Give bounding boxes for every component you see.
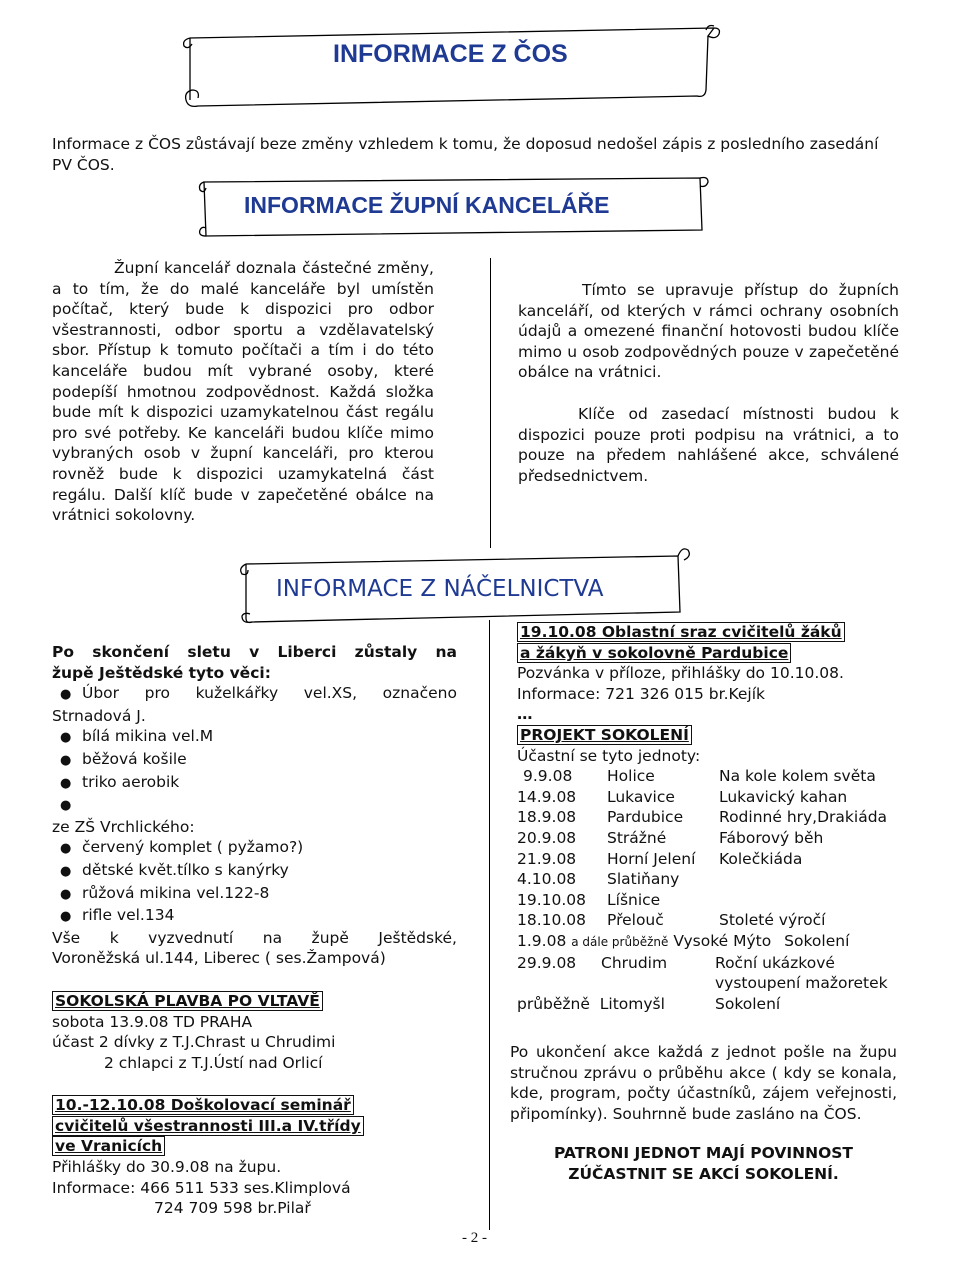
list-item <box>52 749 457 772</box>
plavba-title: SOKOLSKÁ PLAVBA PO VLTAVĚ <box>52 991 323 1011</box>
list-item <box>52 683 457 706</box>
table-row <box>517 910 887 931</box>
table-row <box>517 931 912 953</box>
schedule-place: Lukavice <box>607 787 675 806</box>
list-item <box>52 883 457 906</box>
seminar-title-1: 10.-12.10.08 Doškolovací seminář <box>52 1095 354 1115</box>
pickup-1: Vše k vyzvednutí na župě Ještědské, <box>52 928 457 947</box>
schedule-event <box>719 890 887 911</box>
schedule-event: Na kole kolem světa <box>719 767 876 786</box>
schedule-place: Vysoké Mýto <box>673 931 772 950</box>
patroni-1: PATRONI JEDNOT MAJÍ POVINNOST <box>554 1144 853 1162</box>
schedule-event <box>719 869 887 890</box>
pickup-2: Voroněžská ul.144, Liberec ( ses.Žampová) <box>52 949 386 968</box>
bullet-icon: ● <box>60 841 72 857</box>
schedule-date: 19.10.08 <box>517 890 587 909</box>
bullet-icon: ● <box>60 909 72 925</box>
schedule-place: Chrudim <box>601 953 668 972</box>
schedule-place: Horní Jelení <box>607 849 696 868</box>
schedule-event: Sokolení <box>715 994 781 1013</box>
item-text: růžová mikina vel.122-8 <box>82 883 270 902</box>
table-row <box>517 973 888 994</box>
seminar-line: Přihlášky do 30.9.08 na župu. <box>52 1158 282 1177</box>
table-row <box>517 807 887 828</box>
bullet-icon: ● <box>60 730 72 746</box>
table-row <box>517 869 887 890</box>
sraz-title-2: a žákyň v sokolovně Pardubice <box>517 643 791 663</box>
schedule-event: Stoleté výročí <box>719 911 826 930</box>
column-divider <box>489 620 490 1230</box>
projekt-title: PROJEKT SOKOLENÍ <box>517 725 692 745</box>
bullet-icon: ● <box>60 775 72 791</box>
plavba-line: sobota 13.9.08 TD PRAHA <box>52 1012 253 1031</box>
schedule-event: Lukavický kahan <box>719 787 848 806</box>
sraz-line: Pozvánka v příloze, přihlášky do 10.10.08. <box>517 664 844 683</box>
kancelar-right-p1: Tímto se upravuje přístup do župních kanceláří, od kterých v rámci ochrany osobních údajů a omezené finanční hotovosti budou klíče mimo u osob zodpovědných pouze v zapečetěné obálce na vrátnici. <box>518 281 899 382</box>
kancelar-left-text: Župní kancelář doznala částečné změny, a to tím, že do malé kanceláře byl umístěn počítač, který bude k dispozici pro odbor všestrannosti, odbor sportu a vzdělavatelský sbor. Přístup k tomuto počítači a tím i do této kanceláře budou mít vybrané osoby, které podepíší hmotnou zodpovědnost. Každá složka bude mít k dispozici uzamykatelnou část regálu pro své potřeby. Ke kanceláři budou klíče mimo vybraných osob v župní kanceláři, pro kterou rovněž bude k dispozici uzamykatelná část regálu. Další klíč bude v zapečetěné obálce na vrátnici sokolovny. <box>52 259 434 525</box>
left-heading-1: Po skončení sletu v Liberci zůstaly na <box>52 643 457 661</box>
schedule-date: 14.9.08 <box>517 787 577 806</box>
list-item <box>52 794 457 817</box>
schedule-table-2 <box>517 953 888 1015</box>
schedule-event: Rodinné hry,Drakiáda <box>719 808 888 827</box>
schedule-place: Strážné <box>607 828 667 847</box>
table-row <box>517 787 887 808</box>
table-row <box>517 890 887 911</box>
schedule-date: 18.10.08 <box>517 911 587 930</box>
list-item <box>52 726 457 749</box>
item-ubor: Úbor pro kuželkářky vel.XS, označeno <box>82 684 457 703</box>
schedule-date: 21.9.08 <box>517 849 577 868</box>
schedule-place: Slatiňany <box>607 870 680 889</box>
seminar-title-3: ve Vranicích <box>52 1136 165 1156</box>
schedule-date: 1.9.08 <box>517 931 567 950</box>
schedule-place: Líšnice <box>607 890 661 909</box>
patroni-2: ZÚČASTNIT SE AKCÍ SOKOLENÍ. <box>568 1165 839 1183</box>
plavba-line: účast 2 dívky z T.J.Chrast u Chrudimi <box>52 1033 336 1052</box>
schedule-date: 20.9.08 <box>517 828 577 847</box>
item-text: červený komplet ( pyžamo?) <box>82 838 304 857</box>
seminar-title-2: cvičitelů všestrannosti III.a IV.třídy <box>52 1116 364 1136</box>
column-divider <box>490 258 491 548</box>
schedule-note: a dále průběžně <box>571 934 669 949</box>
table-row <box>517 994 888 1015</box>
nacelnictvo-right <box>517 622 912 1014</box>
list-item <box>52 905 457 928</box>
schedule-date: 4.10.08 <box>517 870 577 889</box>
bullet-icon: ● <box>60 886 72 902</box>
table-row <box>517 828 887 849</box>
table-row <box>517 849 887 870</box>
list-item <box>52 772 457 795</box>
cos-text: Informace z ČOS zůstávají beze změny vzhledem k tomu, že doposud nedošel zápis z posledního zasedání PV ČOS. <box>52 135 879 174</box>
table-row <box>517 953 888 974</box>
item-ubor-2: Strnadová J. <box>52 706 146 725</box>
list-item <box>52 860 457 883</box>
sraz-line: Informace: 721 326 015 br.Kejík <box>517 684 766 703</box>
schedule-date: průběžně <box>517 994 590 1013</box>
section-title-kancelar: INFORMACE ŽUPNÍ KANCELÁŘE <box>244 192 610 218</box>
bullet-icon: ● <box>60 752 72 768</box>
item-text: běžová košile <box>82 749 187 768</box>
section-title-cos: INFORMACE Z ČOS <box>333 40 568 68</box>
plavba-line: 2 chlapci z T.J.Ústí nad Orlicí <box>104 1053 323 1072</box>
zs-label: ze ZŠ Vrchlického: <box>52 817 195 836</box>
left-heading-2: župě Ještědské tyto věci: <box>52 663 271 682</box>
seminar-line: Informace: 466 511 533 ses.Klimplová <box>52 1178 351 1197</box>
item-text: triko aerobik <box>82 772 180 791</box>
schedule-event: Sokolení <box>784 931 850 950</box>
schedule-event: Fáborový běh <box>719 828 824 847</box>
item-text: rifle vel.134 <box>82 906 175 925</box>
schedule-place: Pardubice <box>607 808 684 827</box>
projekt-sub: Účastní se tyto jednoty: <box>517 746 701 765</box>
table-row <box>517 766 887 787</box>
section-title-nacelnictvo: INFORMACE Z NÁČELNICTVA <box>276 576 604 602</box>
schedule-event: Roční ukázkové <box>715 953 835 972</box>
schedule-event: vystoupení mažoretek <box>715 974 888 993</box>
closing-text: Po ukončení akce každá z jednot pošle na župu stručnou zprávu o průběhu akce ( kdy se konala, kde, program, počty účastníků, zájem veřejnosti, připomínky). Souhrnně bude zasláno na ČOS. <box>510 1043 897 1123</box>
schedule-place: Přelouč <box>607 911 664 930</box>
sraz-line: … <box>517 705 533 724</box>
schedule-date: 9.9.08 <box>523 767 573 786</box>
page-number: - 2 - <box>462 1230 487 1246</box>
sraz-title-1: 19.10.08 Oblastní sraz cvičitelů žáků <box>517 622 845 642</box>
schedule-table <box>517 766 887 931</box>
schedule-event: Kolečkiáda <box>719 849 803 868</box>
list-item <box>52 837 457 860</box>
schedule-date: 29.9.08 <box>517 953 577 972</box>
item-text: bílá mikina vel.M <box>82 727 214 746</box>
bullet-icon: ● <box>60 687 72 703</box>
schedule-place: Litomyšl <box>599 994 665 1013</box>
item-text <box>82 794 87 815</box>
schedule-place: Holice <box>607 767 655 786</box>
schedule-date: 18.9.08 <box>517 808 577 827</box>
nacelnictvo-left <box>52 642 457 1219</box>
seminar-line: 724 709 598 br.Pilař <box>154 1199 311 1218</box>
kancelar-right-p2: Klíče od zasedací místnosti budou k dispozici pouze proti podpisu na vrátnici, a to pouze na předem nahlášené akce, schválené předsednictvem. <box>518 405 899 485</box>
bullet-icon: ● <box>60 863 72 879</box>
item-text: dětské květ.tílko s kanýrky <box>82 860 289 879</box>
bullet-icon: ● <box>60 798 72 814</box>
